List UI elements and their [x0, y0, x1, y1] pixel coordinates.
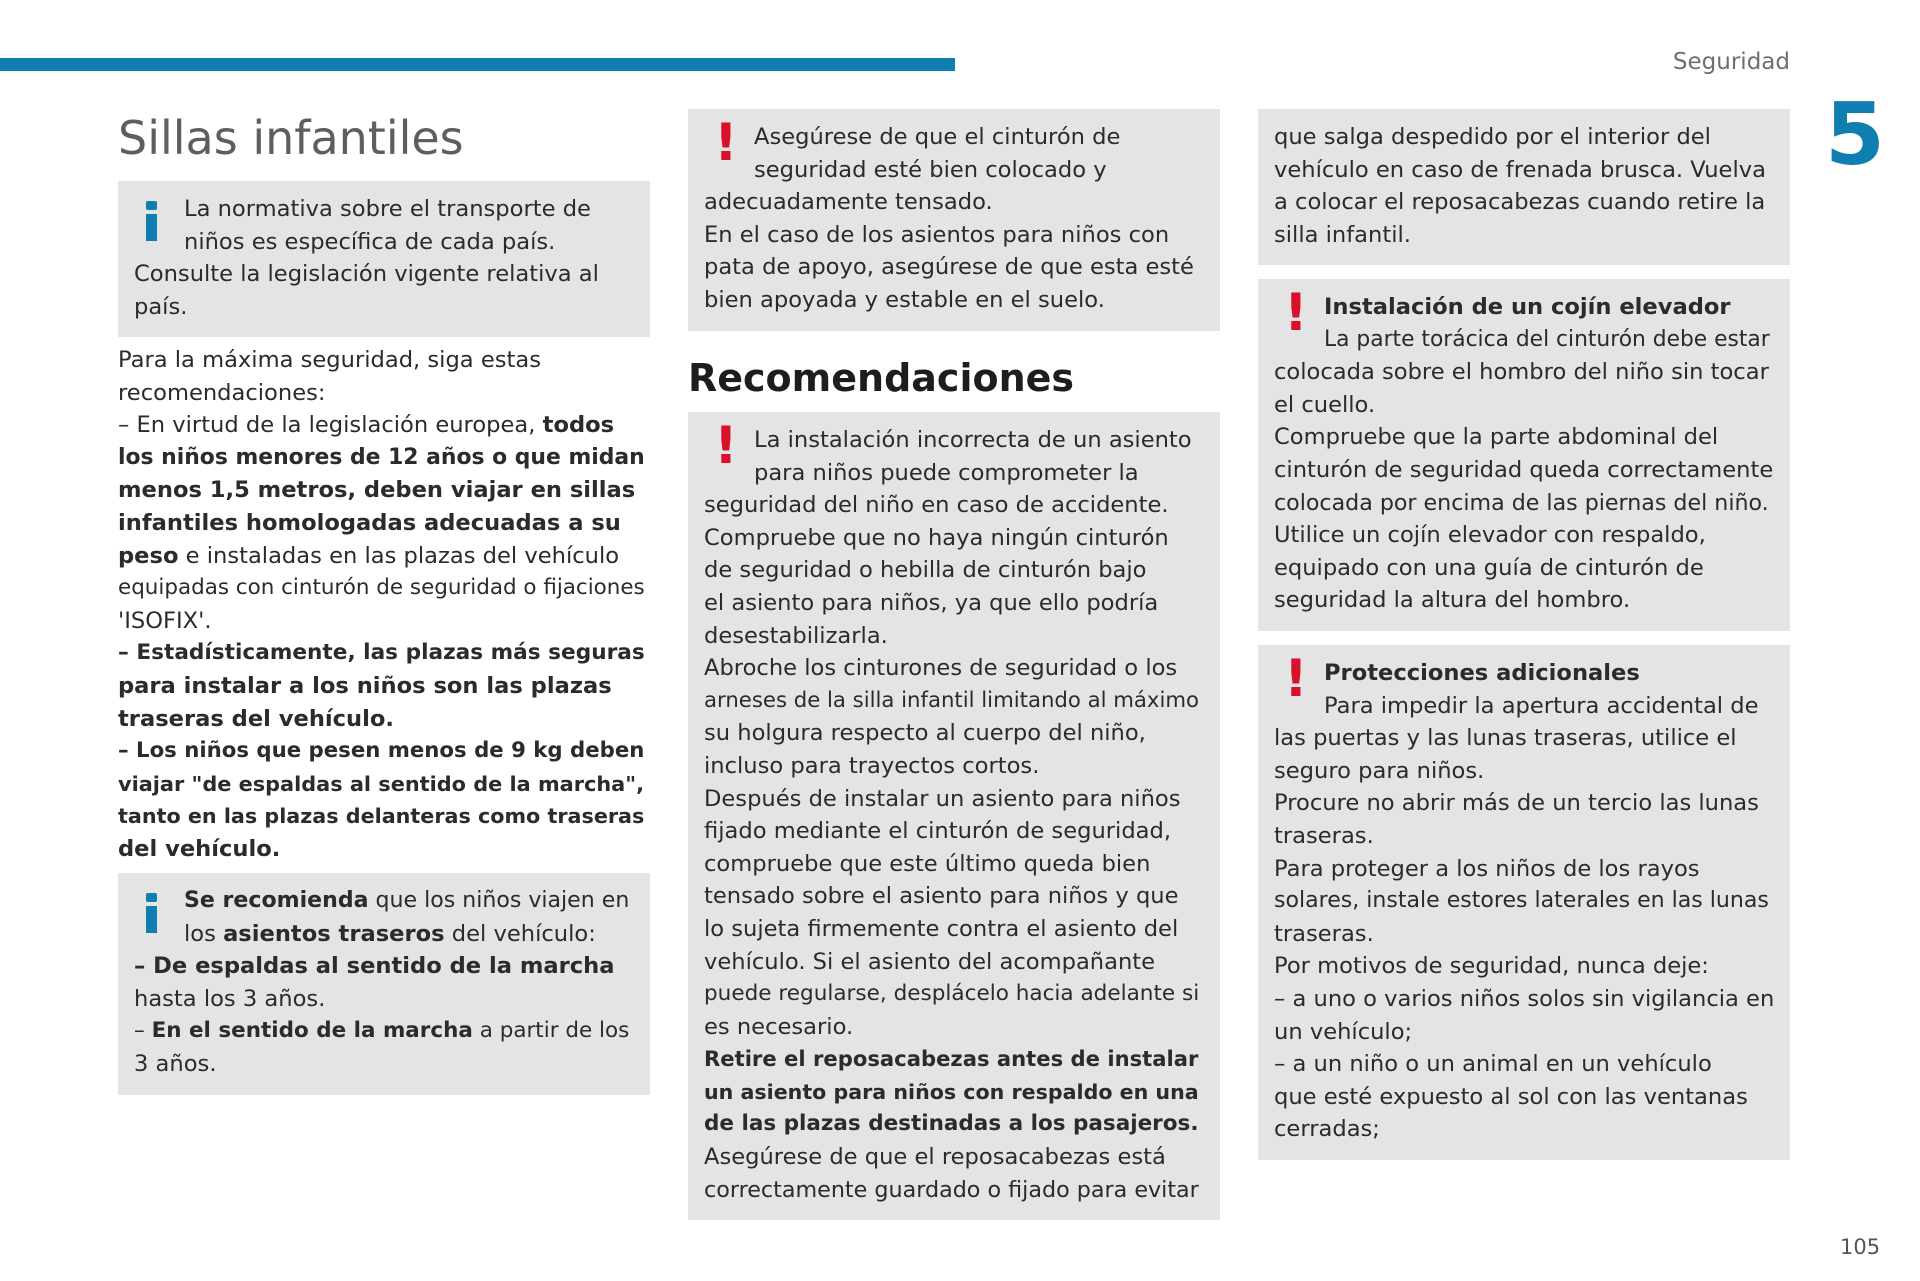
page-number: 105 [1840, 1235, 1881, 1259]
text-line: Abroche los cinturones de seguridad o los [704, 655, 1178, 682]
text-line: colocada sobre el hombro del niño sin tocar [1274, 359, 1769, 386]
text-line [134, 1015, 634, 1048]
bold-span: En el sentido de la marcha [151, 1018, 473, 1044]
text-line: tanto en las plazas delanteras como traseras [118, 804, 645, 829]
text-line [134, 918, 634, 951]
bold-span: Se recomienda [184, 888, 369, 913]
box-title: Protecciones adicionales [1324, 660, 1640, 686]
text-line: que esté expuesto al sol con las ventanas [1274, 1083, 1748, 1110]
text-line [118, 409, 650, 442]
text-line: equipado con una guía de cinturón de [1274, 554, 1704, 581]
text-line [118, 540, 650, 573]
text-line: solares, instale estores laterales en las lunas [1274, 888, 1769, 914]
text-span: que los niños viajen en [368, 888, 630, 913]
text-span: – En virtud de la legislación europea, [118, 412, 536, 439]
text-line: seguridad la altura del hombro. [1274, 587, 1631, 614]
text-line: fijado mediante el cinturón de seguridad, [704, 818, 1172, 845]
info-icon [146, 893, 158, 933]
text-line: – Estadísticamente, las plazas más seguras [118, 640, 645, 666]
text-line: lo sujeta firmemente contra el asiento del [704, 915, 1179, 942]
page-title: Sillas infantiles [118, 111, 464, 165]
text-line: Por motivos de seguridad, nunca deje: [1274, 953, 1709, 980]
text-line: de las plazas destinadas a los pasajeros. [704, 1111, 1199, 1137]
text-line: traseras. [1274, 920, 1374, 947]
text-line: En el caso de los asientos para niños con [704, 221, 1170, 248]
text-span: del vehículo: [444, 920, 596, 947]
text-line: 'ISOFIX'. [118, 607, 212, 634]
text-line: Para la máxima seguridad, siga estas [118, 347, 541, 373]
text-line: del vehículo. [118, 835, 281, 862]
text-line: Asegúrese de que el cinturón de [754, 124, 1121, 150]
warning-icon: ! [714, 113, 738, 173]
text-line: correctamente guardado o fijado para evitar [704, 1176, 1199, 1203]
text-line: vehículo. Si el asiento del acompañante [704, 948, 1156, 975]
chapter-number: 5 [1825, 85, 1885, 185]
text-line: su holgura respecto al cuerpo del niño, [704, 720, 1146, 747]
text-line: Procure no abrir más de un tercio las lunas [1274, 790, 1759, 817]
text-line: equipadas con cinturón de seguridad o fijaciones [118, 575, 645, 601]
text-line: recomendaciones: [118, 379, 326, 406]
text-line: adecuadamente tensado. [704, 189, 993, 216]
text-line: – a uno o varios niños solos sin vigilancia en [1274, 985, 1775, 1012]
text-line: las puertas y las lunas traseras, utilice el [1274, 725, 1737, 752]
text-line: niños es específica de cada país. [184, 228, 556, 255]
text-line: cerradas; [1274, 1116, 1380, 1143]
body-text [118, 344, 650, 866]
warning-box-installation [688, 412, 1220, 1220]
warning-box-belt [688, 109, 1220, 331]
text-span: – [134, 1018, 152, 1044]
top-accent-bar [0, 58, 955, 71]
bold-span: peso [118, 542, 179, 569]
text-line: el asiento para niños, ya que ello podría [704, 589, 1159, 616]
text-line: Retire el reposacabezas antes de instalar [704, 1046, 1199, 1072]
warning-box-booster [1258, 279, 1790, 631]
text-line: compruebe que este último queda bien [704, 850, 1151, 877]
text-span: e instaladas en las plazas del vehículo [178, 542, 620, 569]
text-line: a colocar el reposacabezas cuando retire la [1274, 189, 1766, 216]
text-line: viajar "de espaldas al sentido de la marcha", [118, 771, 644, 796]
box-title: Instalación de un cojín elevador [1324, 294, 1731, 320]
text-line: Para impedir la apertura accidental de [1324, 692, 1759, 719]
warning-icon: ! [1284, 649, 1308, 709]
info-box-regulations [118, 181, 650, 337]
text-line: hasta los 3 años. [134, 985, 326, 1012]
text-line: seguro para niños. [1274, 757, 1485, 784]
text-line: menos 1,5 metros, deben viajar en sillas [118, 477, 636, 504]
text-line: silla infantil. [1274, 221, 1411, 248]
text-line: La parte torácica del cinturón debe estar [1324, 326, 1770, 352]
text-line: pata de apoyo, asegúrese de que esta esté [704, 254, 1194, 281]
text-line: Consulte la legislación vigente relativa al [134, 261, 599, 288]
warning-box-additional [1258, 645, 1790, 1160]
text-line [134, 885, 634, 918]
text-line: desestabilizarla. [704, 622, 888, 649]
text-line: Para proteger a los niños de los rayos [1274, 855, 1700, 882]
text-line: Compruebe que no haya ningún cinturón [704, 524, 1169, 551]
text-span: a partir de los [472, 1018, 630, 1044]
bold-span: asientos traseros [223, 920, 445, 947]
text-line: La normativa sobre el transporte de [184, 196, 591, 222]
text-line: Asegúrese de que el reposacabezas está [704, 1144, 1166, 1171]
text-line: para instalar a los niños son las plazas [118, 672, 612, 699]
text-line: los niños menores de 12 años o que midan [118, 444, 645, 470]
text-line: el cuello. [1274, 391, 1376, 418]
info-box-seating [118, 873, 650, 1095]
text-line: infantiles homologadas adecuadas a su [118, 509, 621, 536]
text-line: cinturón de seguridad queda correctamente [1274, 456, 1774, 483]
text-line: 3 años. [134, 1050, 217, 1077]
info-icon [146, 201, 158, 241]
text-line: Utilice un cojín elevador con respaldo, [1274, 522, 1706, 549]
text-line: un vehículo; [1274, 1018, 1413, 1045]
warning-icon: ! [1284, 283, 1308, 343]
text-span: los [184, 920, 224, 947]
warning-icon: ! [714, 416, 738, 476]
text-line: Después de instalar un asiento para niños [704, 785, 1181, 812]
text-line: tensado sobre el asiento para niños y que [704, 883, 1179, 910]
text-line: es necesario. [704, 1013, 854, 1040]
text-line: de seguridad o hebilla de cinturón bajo [704, 557, 1147, 584]
bold-span: todos [542, 412, 615, 439]
section-heading: Recomendaciones [688, 356, 1075, 400]
warning-box-continued [1258, 109, 1790, 265]
text-line: seguridad esté bien colocado y [754, 156, 1107, 183]
section-label: Seguridad [1672, 49, 1790, 75]
text-line: que salga despedido por el interior del [1274, 124, 1711, 150]
text-line: bien apoyada y estable en el suelo. [704, 286, 1105, 313]
text-line: – Los niños que pesen menos de 9 kg deben [118, 738, 645, 764]
text-line: – a un niño o un animal en un vehículo [1274, 1051, 1712, 1078]
text-line: arneses de la silla infantil limitando al máximo [704, 687, 1200, 713]
text-line: Compruebe que la parte abdominal del [1274, 424, 1719, 451]
text-line: traseras. [1274, 822, 1374, 849]
text-line: incluso para trayectos cortos. [704, 752, 1040, 779]
text-line: traseras del vehículo. [118, 705, 394, 732]
text-line: colocada por encima de las piernas del niño. [1274, 489, 1769, 516]
text-line: vehículo en caso de frenada brusca. Vuelva [1274, 156, 1766, 183]
text-line: – De espaldas al sentido de la marcha [134, 953, 615, 980]
text-line: para niños puede comprometer la [754, 459, 1139, 486]
text-line: seguridad del niño en caso de accidente. [704, 492, 1169, 519]
text-line: La instalación incorrecta de un asiento [754, 427, 1192, 453]
text-line: puede regularse, desplácelo hacia adelante si [704, 981, 1200, 1007]
text-line: país. [134, 293, 188, 320]
text-line: un asiento para niños con respaldo en una [704, 1079, 1199, 1104]
